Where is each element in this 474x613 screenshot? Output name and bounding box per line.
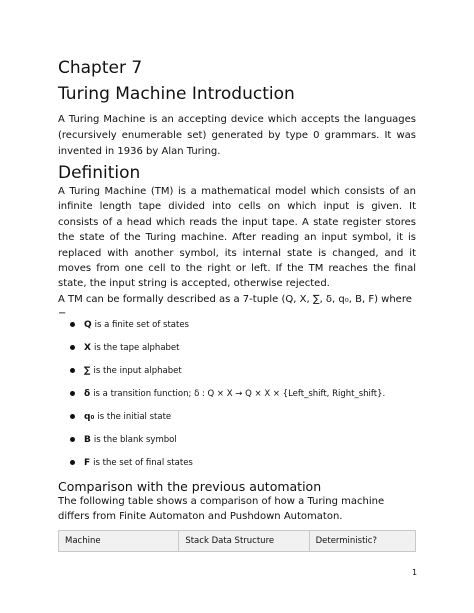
item-text: is a finite set of states	[94, 319, 189, 330]
symbol: F	[84, 457, 91, 468]
bullet-icon	[70, 345, 75, 350]
list-item	[70, 428, 416, 451]
symbol: B	[84, 434, 91, 445]
page-content	[58, 0, 416, 613]
tuple-component-list	[70, 313, 416, 474]
page-number: 1	[412, 568, 418, 577]
symbol: ∑	[84, 365, 91, 376]
list-item	[70, 451, 416, 474]
intro-paragraph: A Turing Machine is an accepting device which accepts the languages (recursively enumerable set) generated by type 0 grammars. It was invented in 1936 by Alan Turing.	[58, 114, 416, 157]
comparison-paragraph: The following table shows a comparison of how a Turing machine differs from Finite Automaton and Pushdown Automaton.	[58, 496, 385, 522]
comparison-table-header	[58, 530, 416, 552]
list-item	[70, 313, 416, 336]
item-text: is the set of final states	[93, 457, 193, 468]
list-item	[70, 359, 416, 382]
item-text: is the initial state	[97, 411, 172, 422]
item-text: is the blank symbol	[93, 434, 177, 445]
symbol: δ	[84, 388, 91, 399]
list-item	[70, 336, 416, 359]
item-text: is the input alphabet	[93, 365, 182, 376]
bullet-icon	[70, 322, 75, 327]
definition-paragraph: A Turing Machine (TM) is a mathematical model which consists of an infinite length tape divided into cells on which input is given. It consists of a head which reads the input tape. A state register stores the state of the Turing machine. After reading an input symbol, it is replaced with another symbol, its internal state is changed, and it moves from one cell to the right or left. If the TM reaches the final state, the input string is accepted, otherwise rejected.	[58, 186, 416, 290]
list-item	[70, 382, 416, 405]
item-text: is the tape alphabet	[93, 342, 180, 353]
page-title: Turing Machine Introduction	[58, 84, 295, 104]
chapter-label: Chapter 7	[58, 58, 143, 78]
list-item	[70, 405, 416, 428]
bullet-icon	[70, 414, 75, 419]
bullet-icon	[70, 460, 75, 465]
tuple-description: A TM can be formally described as a 7-tuple (Q, X, ∑, δ, q₀, B, F) where −	[58, 294, 412, 319]
table-header-deterministic: Deterministic?	[315, 536, 377, 546]
table-header-stack: Stack Data Structure	[179, 531, 309, 551]
definition-heading: Definition	[58, 163, 141, 183]
bullet-icon	[70, 437, 75, 442]
table-header-machine: Machine	[59, 531, 179, 551]
bullet-icon	[70, 368, 75, 373]
item-text: is a transition function; δ : Q × X → Q × X × {Left_shift, Right_shift}.	[93, 388, 386, 399]
symbol: q₀	[84, 411, 95, 422]
symbol: X	[84, 342, 91, 353]
comparison-heading: Comparison with the previous automation	[58, 479, 322, 494]
bullet-icon	[70, 391, 75, 396]
symbol: Q	[84, 319, 92, 330]
